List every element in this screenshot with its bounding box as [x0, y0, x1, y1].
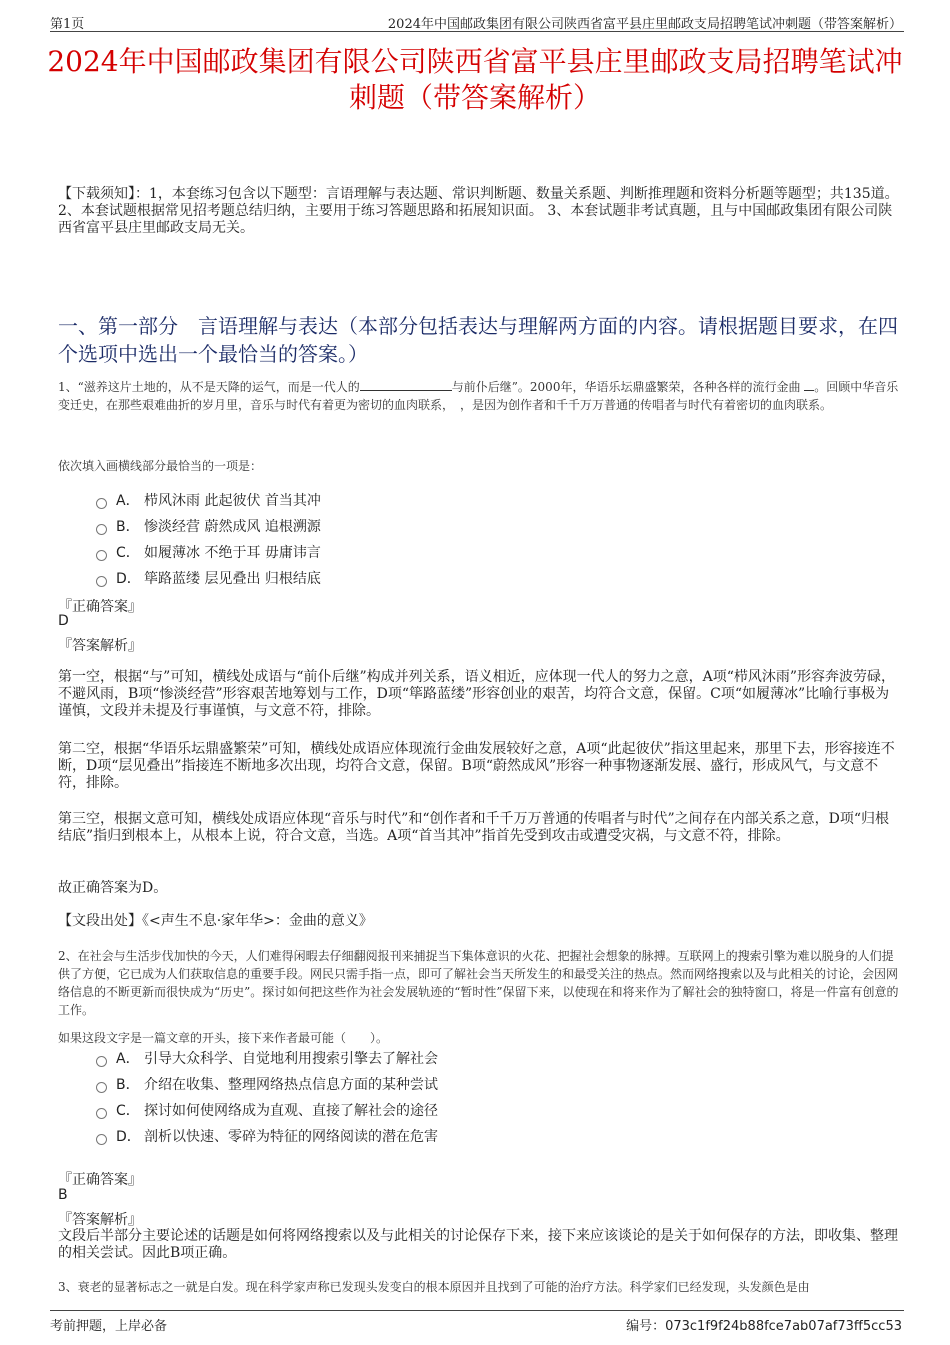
question-1-instruction: 依次填入画横线部分最恰当的一项是： [58, 459, 263, 473]
q2-answer-label: 『正确答案』 [58, 1172, 142, 1188]
radio-icon[interactable] [96, 524, 107, 535]
radio-icon[interactable] [96, 498, 107, 509]
q1-conclusion: 故正确答案为D。 [58, 880, 168, 896]
q1-analysis-1: 第一空，根据“与”可知，横线处成语与“前仆后继”构成并列关系，语义相近，应体现一代人的努力之意，A项“栉风沐雨”形容奔波劳碌，不避风雨，B项“惨淡经营”形容艰苦地筹划与工作，D项“筚路蓝缕”形容创业的艰苦，均符合文意，保留。C项“如履薄冰”比喻行事极为谨慎，文段并未提及行事谨慎，与文意不符，排除。 [58, 669, 896, 719]
option-text: 探讨如何使网络成为直观、直接了解社会的途径 [144, 1103, 438, 1119]
radio-icon[interactable] [96, 1082, 107, 1093]
option-c[interactable]: C． 探讨如何使网络成为直观、直接了解社会的途径 [96, 1097, 438, 1123]
q1-stem-part-b: 与前仆后继”。2000年，华语乐坛鼎盛繁荣，各种各样的流行金曲 [451, 380, 801, 394]
footer-code [626, 1315, 902, 1334]
radio-icon[interactable] [96, 1134, 107, 1145]
footer-code-value: 073c1f9f24b88fce7ab07af73ff5cc53 [665, 1319, 902, 1334]
radio-icon[interactable] [96, 1108, 107, 1119]
footer-slogan: 考前押题，上岸必备 [50, 1319, 168, 1334]
option-d[interactable]: D． 筚路蓝缕 层见叠出 归根结底 [96, 565, 321, 591]
option-a[interactable]: A． 栉风沐雨 此起彼伏 首当其冲 [96, 487, 321, 513]
section-heading: 一、第一部分 言语理解与表达（本部分包括表达与理解两方面的内容。请根据题目要求，在四个选项中选出一个最恰当的答案。） [58, 314, 898, 366]
footer-rule [50, 1310, 904, 1311]
option-text: 引导大众科学、自觉地利用搜索引擎去了解社会 [144, 1051, 438, 1067]
option-text: 剖析以快速、零碎为特征的网络阅读的潜在危害 [144, 1129, 438, 1145]
option-text: 如履薄冰 不绝于耳 毋庸讳言 [144, 545, 321, 561]
footer-code-label: 编号： [626, 1319, 666, 1334]
page-title: 2024年中国邮政集团有限公司陕西省富平县庄里邮政支局招聘笔试冲刺题（带答案解析） [47, 45, 903, 114]
q1-analysis-label: 『答案解析』 [58, 638, 142, 654]
fill-blank [804, 378, 814, 391]
question-2-options [96, 1045, 438, 1149]
question-2-stem: 2、在社会与生活步伐加快的今天，人们难得闲暇去仔细翻阅报刊来捕捉当下集体意识的火花、把握社会想象的脉搏。互联网上的搜索引擎为难以脱身的人们提供了方便，它已成为人们获取信息的重要手段。网民只需手指一点，即可了解社会当天所发生的和最受关注的热点。然而网络搜索以及与此相关的讨论，会因网络信息的不断更新而很快成为“历史”。探讨如何把这些作为社会发展轨迹的“暂时性”保留下来，以使现在和将来作为了解社会的独特窗口，将是一件富有创意的工作。 [58, 949, 899, 1017]
q1-analysis-2: 第二空，根据“华语乐坛鼎盛繁荣”可知，横线处成语应体现流行金曲发展较好之意，A项“此起彼伏”指这里起来，那里下去，形容接连不断，D项“层见叠出”指接连不断地多次出现，均符合文意，保留。B项“蔚然成风”形容一种事物逐渐发展、盛行，形成风气，与文意不符，排除。 [58, 741, 895, 791]
q1-analysis-3: 第三空，根据文意可知，横线处成语应体现“音乐与时代”和“创作者和千千万万普通的传唱者与时代”之间存在内部关系之意，D项“归根结底”指归到根本上，从根本上说，符合文意，当选。A项“首当其冲”指首先受到攻击或遭受灾祸，与文意不符，排除。 [58, 811, 890, 844]
q1-source: 【文段出处】《<声生不息·家年华>：金曲的意义》 [58, 913, 373, 929]
page-number: 第1页 [50, 17, 85, 32]
fill-blank [360, 378, 452, 391]
option-d[interactable]: D． 剖析以快速、零碎为特征的网络阅读的潜在危害 [96, 1123, 438, 1149]
radio-icon[interactable] [96, 550, 107, 561]
q1-answer: D [58, 613, 69, 629]
q1-stem-part-c: 。回顾中华音乐变迁史，在那些艰难曲折的岁月里，音乐与时代有着更为密切的血肉联系， [58, 380, 899, 412]
page-footer [0, 1306, 950, 1345]
header-doc-title: 2024年中国邮政集团有限公司陕西省富平县庄里邮政支局招聘笔试冲刺题（带答案解析） [387, 17, 902, 32]
option-c[interactable]: C． 如履薄冰 不绝于耳 毋庸讳言 [96, 539, 321, 565]
page-header [0, 0, 950, 34]
question-1-stem [58, 378, 900, 414]
q1-answer-label: 『正确答案』 [58, 599, 142, 615]
question-1-options [96, 487, 321, 591]
radio-icon[interactable] [96, 1056, 107, 1067]
option-b[interactable]: B． 介绍在收集、整理网络热点信息方面的某种尝试 [96, 1071, 438, 1097]
question-2-prompt: 如果这段文字是一篇文章的开头，接下来作者最可能（ ）。 [58, 1031, 389, 1045]
option-a[interactable]: A． 引导大众科学、自觉地利用搜索引擎去了解社会 [96, 1045, 438, 1071]
header-rule [50, 31, 904, 32]
q2-analysis-label: 『答案解析』 [58, 1212, 142, 1228]
q1-stem-part-d: ，是因为创作者和千千万万普通的传唱者与时代有着密切的血肉联系。 [460, 398, 833, 412]
option-text: 介绍在收集、整理网络热点信息方面的某种尝试 [144, 1077, 438, 1093]
radio-icon[interactable] [96, 576, 107, 587]
download-notice: 【下载须知】：1，本套练习包含以下题型：言语理解与表达题、常识判断题、数量关系题、判断推理题和资料分析题等题型；共135道。 2、本套试题根据常见招考题总结归纳，主要用于练习答题思路和拓展知识面。 3、本套试题非考试真题，且与中国邮政集团有限公司陕西省富平县庄里邮政支局无关。 [58, 186, 899, 236]
q2-analysis: 文段后半部分主要论述的话题是如何将网络搜索以及与此相关的讨论保存下来，接下来应该谈论的是关于如何保存的方法，即收集、整理的相关尝试。因此B项正确。 [58, 1228, 898, 1261]
option-text: 惨淡经营 蔚然成风 追根溯源 [144, 519, 321, 535]
option-text: 栉风沐雨 此起彼伏 首当其冲 [144, 493, 321, 509]
question-3-stem: 3、衰老的显著标志之一就是白发。现在科学家声称已发现头发变白的根本原因并且找到了可能的治疗方法。科学家们已经发现，头发颜色是由 [58, 1280, 810, 1294]
q2-answer: B [58, 1187, 68, 1203]
option-text: 筚路蓝缕 层见叠出 归根结底 [144, 571, 321, 587]
option-b[interactable]: B． 惨淡经营 蔚然成风 追根溯源 [96, 513, 321, 539]
q1-stem-part-a: 1、“滋养这片土地的，从不是天降的运气，而是一代人的 [58, 380, 360, 394]
